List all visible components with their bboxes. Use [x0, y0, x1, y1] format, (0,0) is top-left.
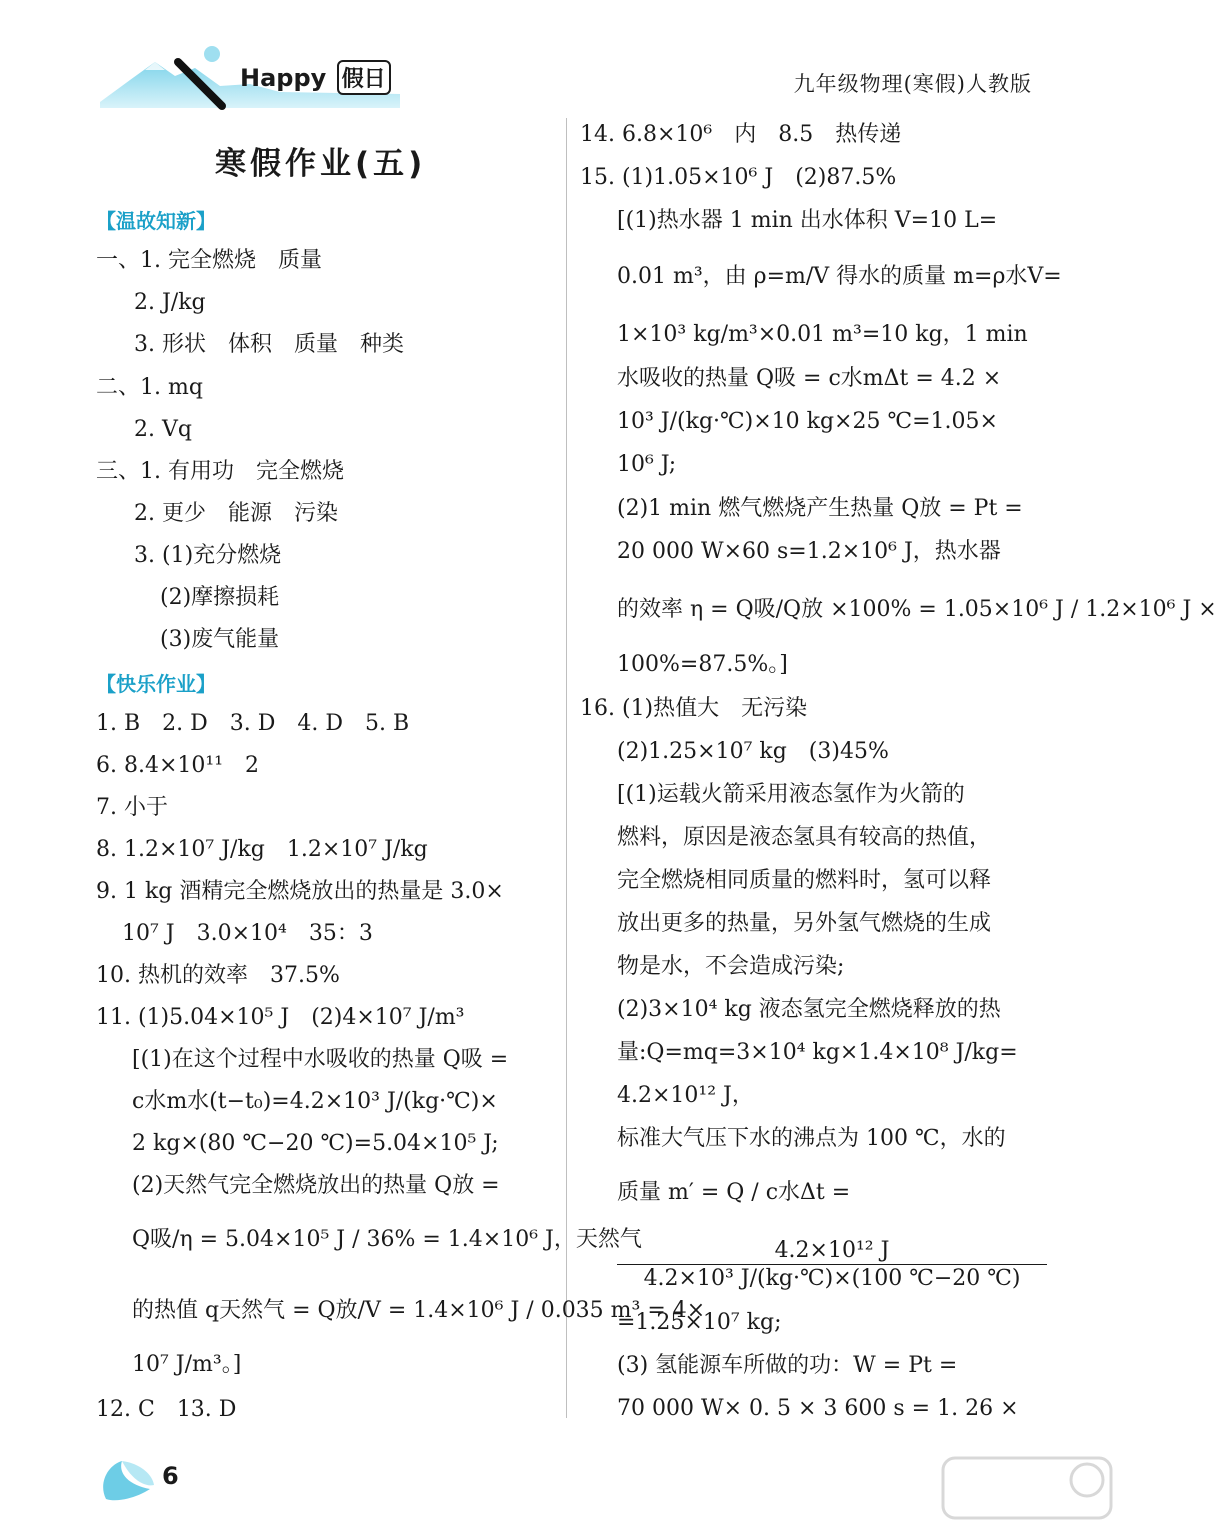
explain-15-line7: (2)1 min 燃气燃烧产生热量 Q放 = Pt = [617, 496, 1023, 521]
explain-11-line3: 2 kg×(80 ℃−20 ℃)=5.04×10⁵ J; [132, 1131, 499, 1156]
answer-1-2: 2. J/kg [134, 290, 206, 315]
answer-2-2: 2. Vq [134, 417, 192, 442]
answer-8: 8. 1.2×10⁷ J/kg 1.2×10⁷ J/kg [96, 837, 428, 862]
explain-15-line8: 20 000 W×60 s=1.2×10⁶ J，热水器 [617, 539, 1001, 564]
answer-16: 16. (1)热值大 无污染 [580, 696, 808, 721]
explain-16-line7: 量:Q=mq=3×10⁴ kg×1.4×10⁸ J/kg= [617, 1040, 1018, 1065]
answer-3-3-2: (2)摩擦损耗 [160, 585, 280, 610]
explain-16-line11: =1.25×10⁷ kg; [617, 1310, 782, 1335]
explain-16-line2: 燃料，原因是液态氢具有较高的热值， [617, 825, 992, 850]
answer-9-line1: 9. 1 kg 酒精完全燃烧放出的热量是 3.0× [96, 879, 504, 904]
fraction-denominator: 4.2×10³ J/(kg·℃)×(100 ℃−20 ℃) [643, 1266, 1021, 1291]
brand-banner [100, 40, 400, 108]
explain-11-line2: c水m水(t−t₀)=4.2×10³ J/(kg·℃)× [132, 1089, 498, 1114]
answer-1-3: 3. 形状 体积 质量 种类 [134, 332, 404, 357]
answer-14: 14. 6.8×10⁶ 内 8.5 热传递 [580, 122, 902, 147]
explain-16-line9: 标准大气压下水的沸点为 100 ℃，水的 [617, 1126, 1006, 1151]
answer-3-2: 2. 更少 能源 污染 [134, 501, 338, 526]
answer-3-3-3: (3)废气能量 [160, 627, 280, 652]
brand-title [240, 60, 391, 95]
answer-11: 11. (1)5.04×10⁵ J (2)4×10⁷ J/m³ [96, 1005, 465, 1030]
section-homework: 【快乐作业】 [96, 672, 216, 696]
section-review: 【温故知新】 [96, 209, 216, 233]
answer-6: 6. 8.4×10¹¹ 2 [96, 753, 260, 778]
watermark-stamp-icon [937, 1448, 1117, 1528]
explain-11-line5: Q吸/η = 5.04×10⁵ J / 36% = 1.4×10⁶ J，天然气 [132, 1227, 642, 1252]
answer-1-5: 1. B 2. D 3. D 4. D 5. B [96, 711, 410, 736]
explain-16-line12: (3) 氢能源车所做的功：W = Pt = [617, 1353, 958, 1378]
explain-16-line4: 放出更多的热量，另外氢气燃烧的生成 [617, 911, 992, 936]
footer-wave [98, 1455, 208, 1505]
explain-11-line6: 的热值 q天然气 = Q放/V = 1.4×10⁶ J / 0.035 m³ = 4× [132, 1298, 706, 1323]
answer-10: 10. 热机的效率 37.5% [96, 963, 340, 988]
answer-1-1: 一、1. 完全燃烧 质量 [96, 248, 322, 273]
explain-16-line1: [(1)运载火箭采用液态氢作为火箭的 [617, 782, 965, 807]
explain-16-line6: (2)3×10⁴ kg 液态氢完全燃烧释放的热 [617, 997, 1001, 1022]
answer-2-1: 二、1. mq [96, 375, 203, 400]
fraction-numerator: 4.2×10¹² J [617, 1238, 1047, 1265]
explain-15-line3: 1×10³ kg/m³×0.01 m³=10 kg，1 min [617, 322, 1028, 347]
brand-chinese: 假日 [337, 60, 391, 95]
explain-16-line3: 完全燃烧相同质量的燃料时，氢可以释 [617, 868, 992, 893]
answer-16-2-3: (2)1.25×10⁷ kg (3)45% [617, 739, 889, 764]
brand-english: Happy [240, 64, 327, 92]
answer-15: 15. (1)1.05×10⁶ J (2)87.5% [580, 165, 897, 190]
explain-11-line4: (2)天然气完全燃烧放出的热量 Q放 = [132, 1173, 500, 1198]
mass-fraction [617, 1238, 1047, 1293]
answer-9-line2: 10⁷ J 3.0×10⁴ 35：3 [122, 921, 373, 946]
explain-15-line1: [(1)热水器 1 min 出水体积 V=10 L= [617, 208, 998, 233]
explain-15-line4: 水吸收的热量 Q吸 = c水mΔt = 4.2 × [617, 366, 1002, 391]
explain-11-line1: [(1)在这个过程中水吸收的热量 Q吸 = [132, 1047, 509, 1072]
explain-15-line9: 的效率 η = Q吸/Q放 ×100% = 1.05×10⁶ J / 1.2×10⁶ J × [617, 597, 1217, 622]
answer-3-3: 3. (1)充分燃烧 [134, 543, 282, 568]
book-title: 九年级物理(寒假)人教版 [793, 72, 1032, 96]
answer-3-1: 三、1. 有用功 完全燃烧 [96, 459, 344, 484]
explain-15-line10: 100%=87.5%。] [617, 652, 788, 677]
explain-15-line2: 0.01 m³，由 ρ=m/V 得水的质量 m=ρ水V= [617, 264, 1062, 289]
column-divider [566, 118, 567, 1418]
explain-11-line7: 10⁷ J/m³。] [132, 1352, 242, 1377]
explain-16-line5: 物是水，不会造成污染; [617, 954, 845, 979]
page-title: 寒假作业(五) [215, 146, 427, 182]
wave-icon [98, 1455, 208, 1505]
answer-12-13: 12. C 13. D [96, 1397, 237, 1422]
explain-15-line5: 10³ J/(kg·℃)×10 kg×25 ℃=1.05× [617, 409, 998, 434]
explain-15-line6: 10⁶ J; [617, 452, 677, 477]
explain-16-line13: 70 000 W× 0. 5 × 3 600 s = 1. 26 × [617, 1396, 1019, 1421]
explain-16-line8: 4.2×10¹² J， [617, 1083, 754, 1108]
page-number: 6 [162, 1462, 179, 1490]
explain-16-line10: 质量 m′ = Q / c水Δt = [617, 1180, 851, 1205]
answer-7: 7. 小于 [96, 795, 168, 820]
